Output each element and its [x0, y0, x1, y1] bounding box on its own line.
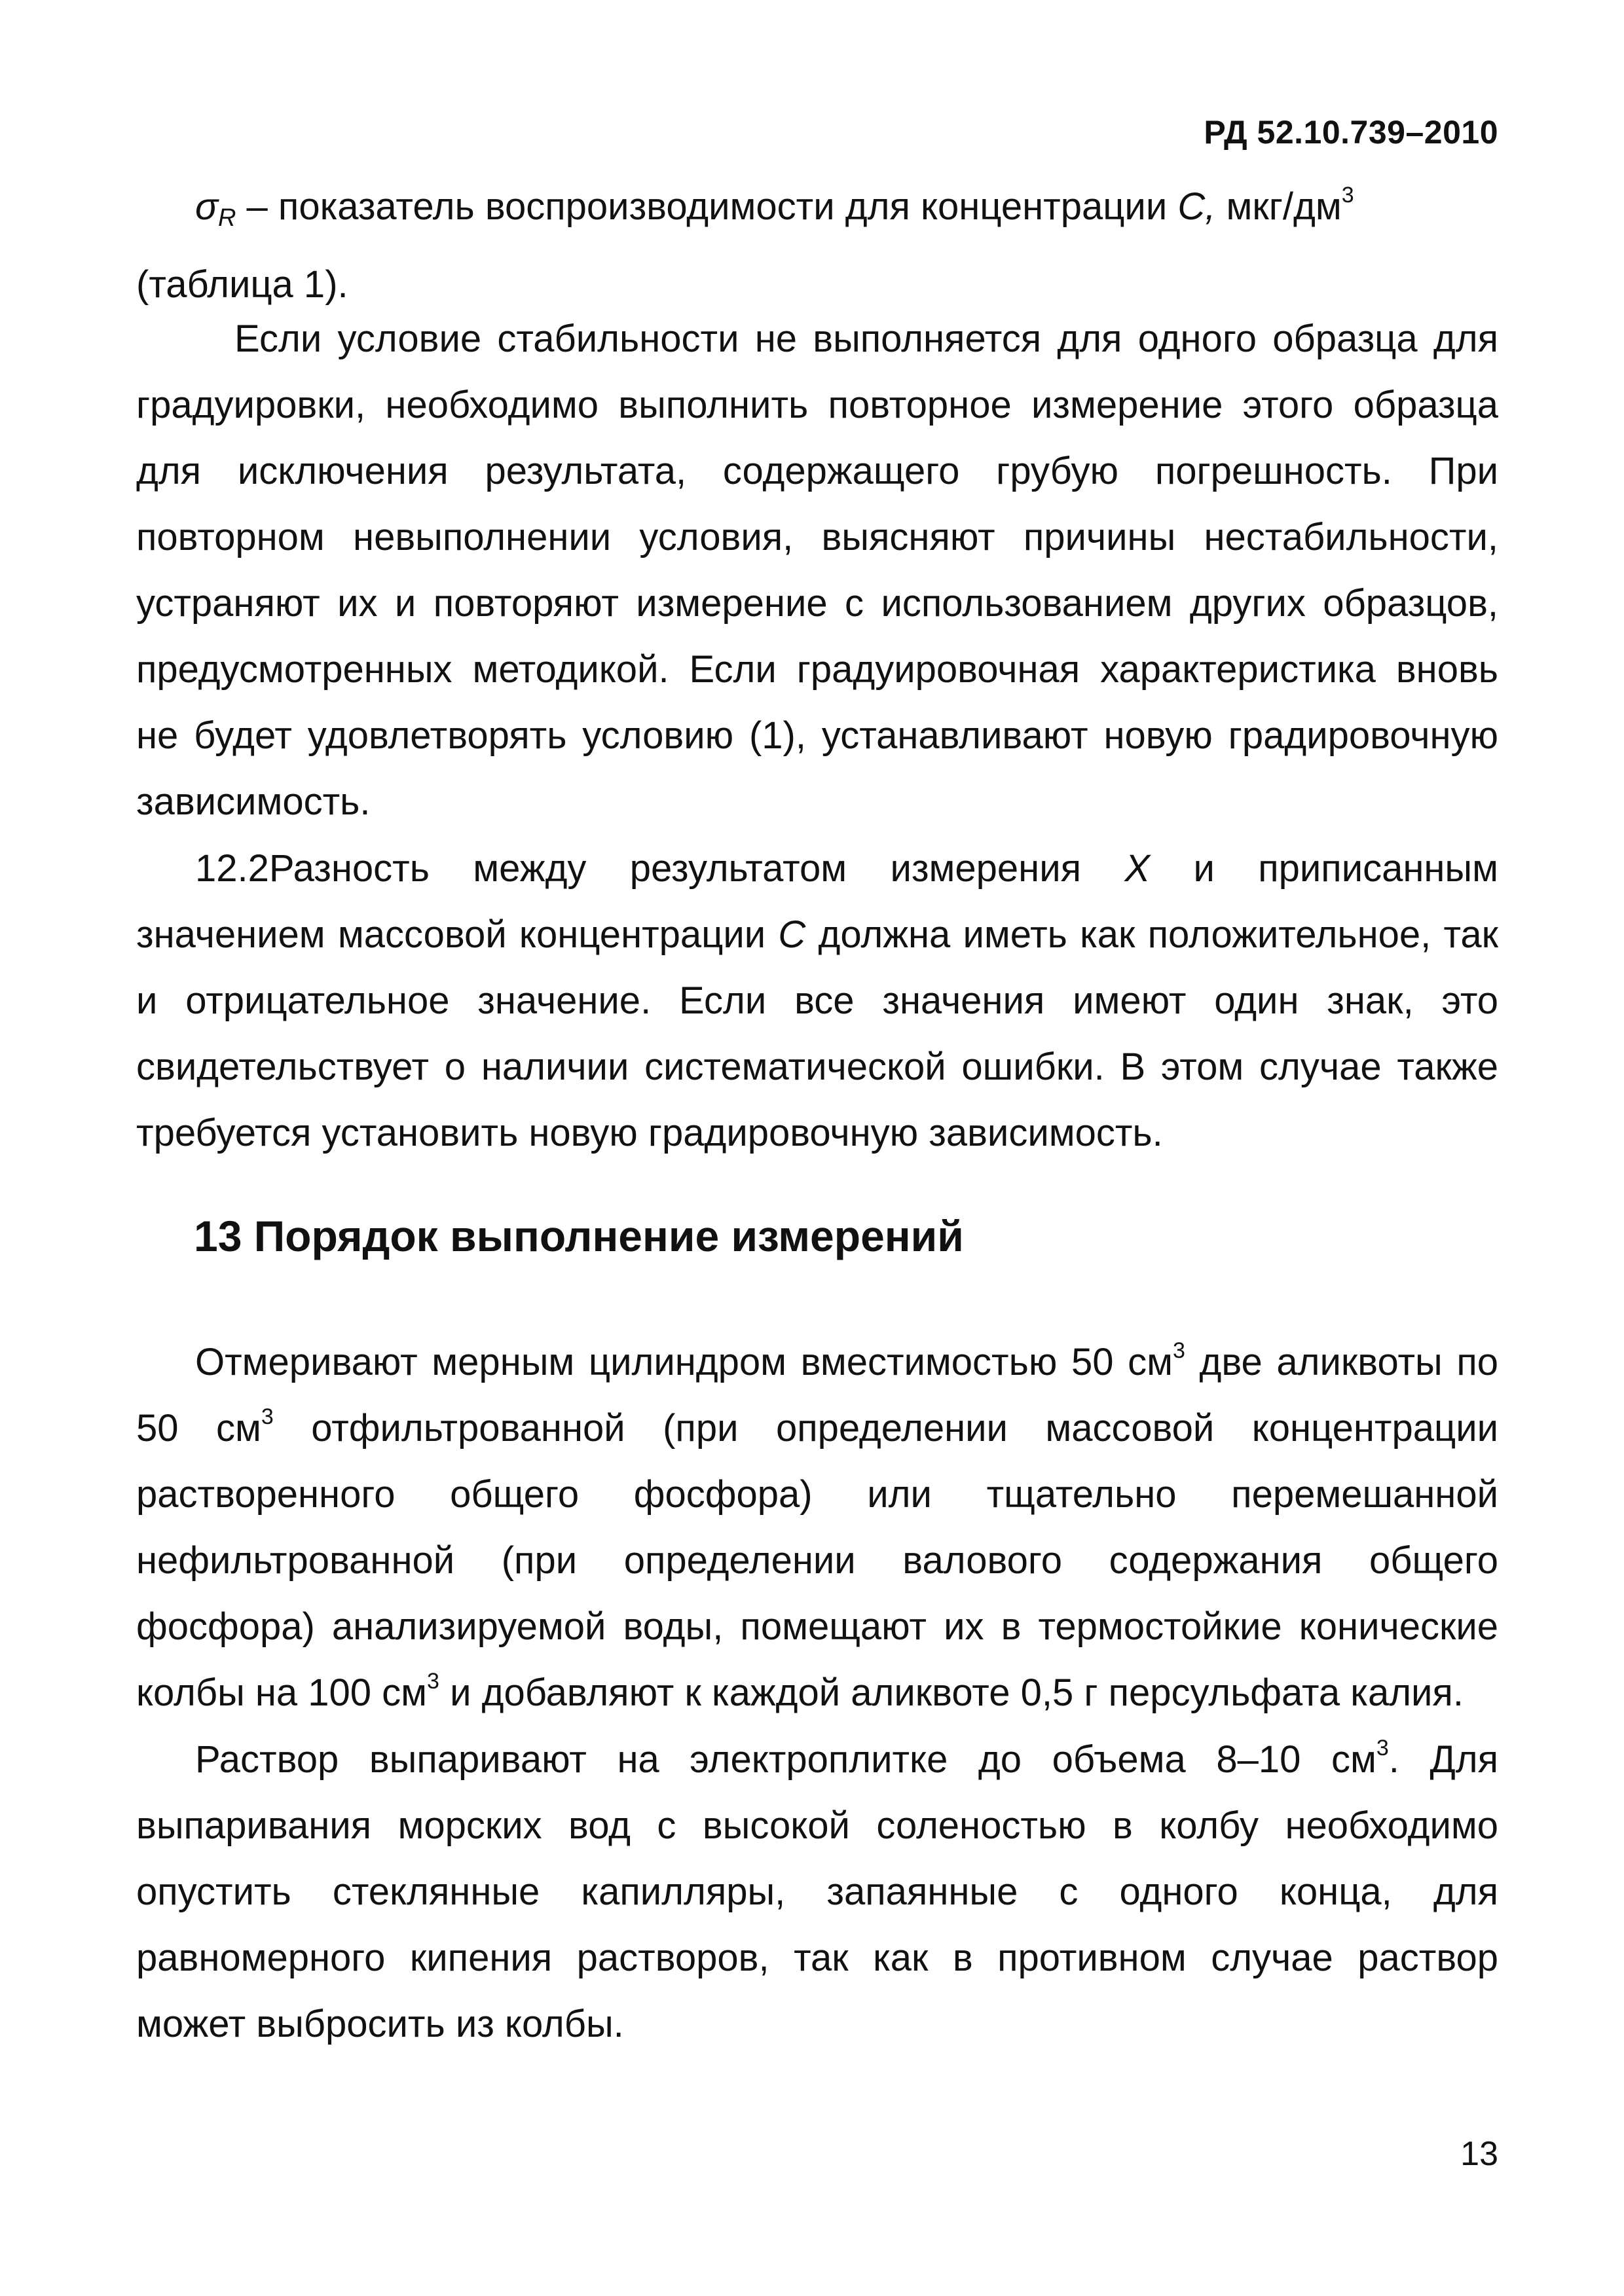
measure-text-4: и добавляют к каждой аликвоте 0,5 г персульфата калия. — [439, 1671, 1464, 1714]
section-13-heading: 13 Порядок выполнение измерений — [194, 1212, 964, 1260]
clause-text-2: и приписанным значением массовой концентрации — [136, 847, 1498, 956]
clause-number: 12.2 — [195, 847, 269, 890]
evaporate-sup-1: 3 — [1376, 1736, 1389, 1760]
clause-text-1: Разность между результатом измерения — [268, 847, 1125, 890]
sigma-table-ref: (таблица 1). — [136, 263, 348, 306]
measurement-paragraph — [136, 1329, 1498, 1726]
measure-text-1: Отмеривают мерным цилиндром вместимостью 50 см — [195, 1341, 1173, 1383]
sigma-definition — [136, 173, 1498, 318]
evaporate-text-1: Раствор выпаривают на электроплитке до объема 8–10 см — [195, 1738, 1376, 1781]
stability-paragraph-block — [136, 306, 1498, 835]
sigma-description: – показатель воспроизводимости для концентрации — [236, 185, 1178, 228]
c-symbol-2: C — [778, 913, 806, 956]
measure-sup-2: 3 — [261, 1404, 274, 1429]
x-symbol: X — [1124, 847, 1151, 890]
clause-12-2-paragraph — [136, 835, 1498, 1166]
measure-text-3: отфильтрованной (при определении массовой концентрации растворенного общего фосфора) или тщательно перемешанной нефильтрованной (при определении валового содержания общего фосфора) анализируемой воды, помещают их в термостойкие конические колбы на 100 см — [136, 1407, 1498, 1714]
measure-sup-3: 3 — [427, 1669, 439, 1694]
c-symbol: C, — [1177, 185, 1216, 228]
clause-text-3: должна иметь как положительное, так и отрицательное значение. Если все значения имеют один знак, это свидетельствует о наличии систематической ошибки. В этом случае также требуется установить новую градировочную зависимость. — [136, 913, 1499, 1154]
evaporation-paragraph-block — [136, 1726, 1498, 2057]
evaporate-text-2: . Для выпаривания морских вод с высокой соленостью в колбу необходимо опустить стеклянные капилляры, запаянные с одного конца, для равномерного кипения растворов, так как в противном случае раствор может выбросить из колбы. — [136, 1738, 1498, 2045]
page-number: 13 — [1460, 2135, 1498, 2173]
document-code: РД 52.10.739–2010 — [1204, 114, 1498, 151]
stability-paragraph: Если условие стабильности не выполняется для одного образца для градуировки, необходимо выполнить повторное измерение этого образца для исключения результата, содержащего грубую погрешность. При повторном невыполнении условия, выясняют причины нестабильности, устраняют их и повторяют измерение с использованием других образцов, предусмотренных методикой. Если градуировочная характеристика вновь не будет удовлетворять условию (1), устанавливают новую градировочную зависимость. — [136, 318, 1498, 823]
sigma-unit-sup: 3 — [1341, 183, 1354, 208]
sigma-definition-line — [136, 173, 1498, 251]
sigma-symbol: σ — [195, 185, 218, 228]
evaporation-paragraph — [136, 1726, 1498, 2057]
measure-sup-1: 3 — [1172, 1338, 1185, 1363]
sigma-unit: мкг/дм — [1215, 185, 1342, 228]
clause-12-2-block — [136, 835, 1498, 1166]
measure-text-2: две аликвоты по 50 см — [136, 1341, 1498, 1449]
sigma-subscript: R — [217, 204, 236, 232]
measurement-paragraph-block — [136, 1329, 1498, 1726]
